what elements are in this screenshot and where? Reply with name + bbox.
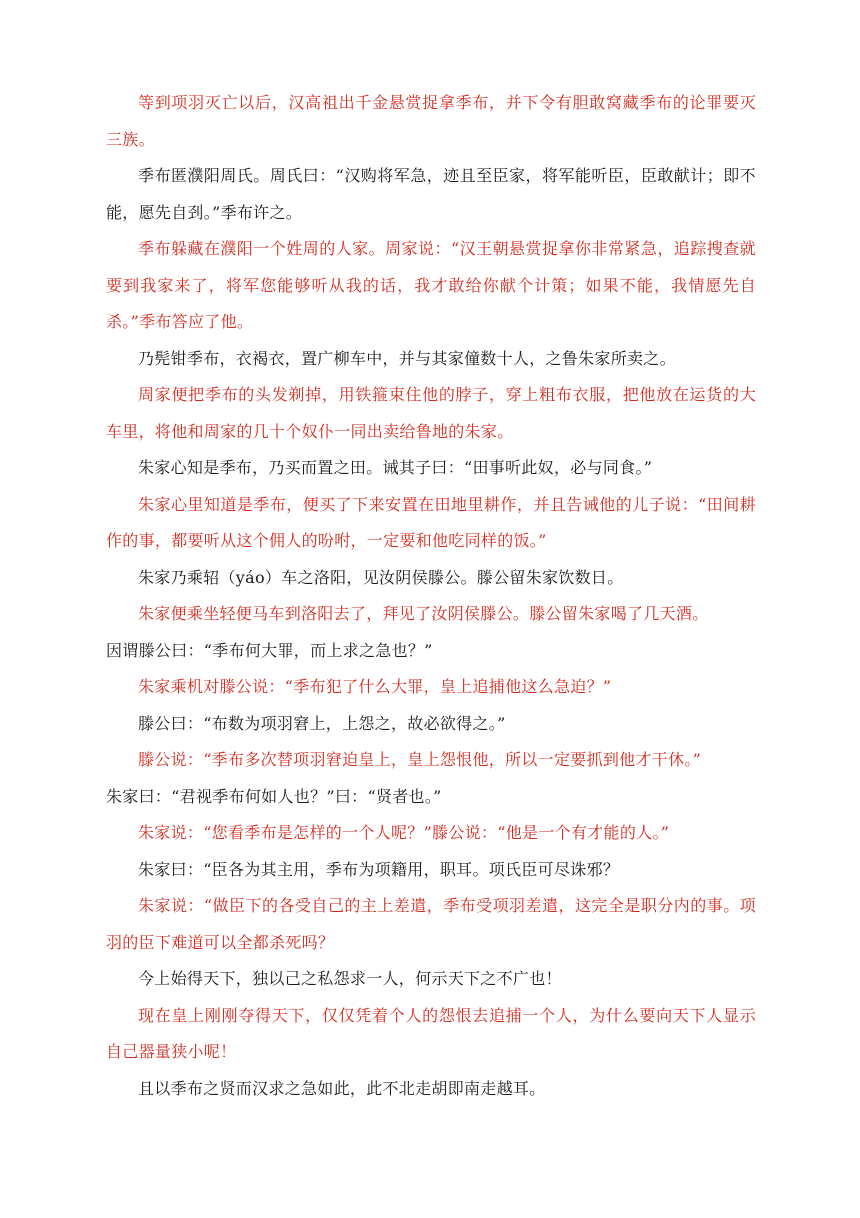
original-paragraph: 朱家乃乘轺（yáo）车之洛阳，见汝阴侯滕公。滕公留朱家饮数日。	[138, 567, 624, 587]
translation-paragraph: 季布躲藏在濮阳一个姓周的人家。周家说：“汉王朝悬赏捉拿你非常紧急，追踪搜查就要到我家来了，将军您能够听从我的话，我才敢给你献个计策；如果不能，我情愿先自杀。”季布答应了他。	[106, 239, 756, 331]
translation-paragraph: 现在皇上刚刚夺得天下，仅仅凭着个人的怨恨去追捕一个人，为什么要向天下人显示自己器量狭小呢！	[106, 1005, 756, 1061]
translation-paragraph: 滕公说：“季布多次替项羽窘迫皇上，皇上怨恨他，所以一定要抓到他才干休。”	[138, 750, 702, 769]
original-paragraph: 朱家心知是季布，乃买而置之田。诫其子曰：“田事听此奴，必与同食。”	[138, 458, 653, 477]
translation-paragraph: 朱家心里知道是季布，便买了下来安置在田地里耕作，并且告诫他的儿子说：“田间耕作的事，都要听从这个佣人的吩咐，一定要和他吃同样的饭。”	[106, 494, 756, 550]
original-paragraph: 滕公曰：“布数为项羽窘上，上怨之，故必欲得之。”	[138, 713, 506, 733]
translation-paragraph: 周家便把季布的头发剃掉，用铁箍束住他的脖子，穿上粗布衣服，把他放在运货的大车里，将他和周家的几十个奴仆一同出卖给鲁地的朱家。	[106, 385, 756, 441]
document-body	[106, 85, 756, 1107]
original-paragraph: 今上始得天下，独以己之私怨求一人，何示天下之不广也！	[138, 969, 562, 988]
translation-paragraph: 朱家乘机对滕公说：“季布犯了什么大罪，皇上追捕他这么急迫？”	[138, 677, 612, 696]
original-paragraph: 且以季布之贤而汉求之急如此，此不北走胡即南走越耳。	[138, 1078, 546, 1098]
original-paragraph: 朱家曰：“君视季布何如人也？”曰：“贤者也。”	[106, 786, 442, 806]
translation-paragraph: 朱家便乘坐轻便马车到洛阳去了，拜见了汝阴侯滕公。滕公留朱家喝了几天酒。	[138, 604, 709, 623]
translation-paragraph: 朱家说：“您看季布是怎样的一个人呢？”滕公说：“他是一个有才能的人。”	[138, 823, 670, 842]
original-paragraph: 朱家曰：“臣各为其主用，季布为项籍用，职耳。项氏臣可尽诛邪？	[138, 859, 620, 879]
original-paragraph: 乃髡钳季布，衣褐衣，置广柳车中，并与其家僮数十人，之鲁朱家所卖之。	[138, 348, 676, 368]
original-paragraph: 季布匿濮阳周氏。周氏曰：“汉购将军急，迹且至臣家，将军能听臣，臣敢献计；即不能，愿先自刭。”季布许之。	[106, 166, 756, 222]
translation-paragraph: 朱家说：“做臣下的各受自己的主上差遣，季布受项羽差遣，这完全是职分内的事。项羽的臣下难道可以全都杀死吗？	[106, 896, 756, 952]
original-paragraph: 因谓滕公曰：“季布何大罪，而上求之急也？”	[106, 640, 433, 660]
translation-paragraph: 等到项羽灭亡以后，汉高祖出千金悬赏捉拿季布，并下令有胆敢窝藏季布的论罪要灭三族。	[106, 93, 756, 149]
